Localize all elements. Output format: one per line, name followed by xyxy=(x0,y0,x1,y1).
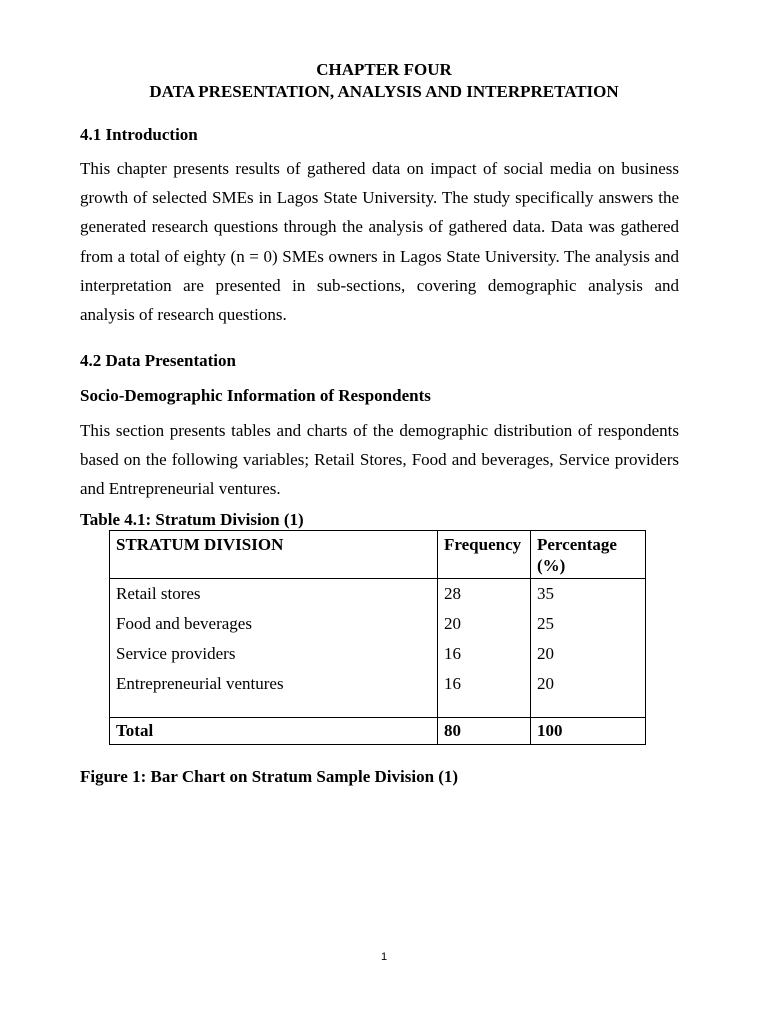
table-row xyxy=(110,611,646,641)
cell-total-label: Total xyxy=(110,718,438,745)
chapter-number: CHAPTER FOUR xyxy=(316,60,452,79)
header-percentage: Percentage (%) xyxy=(531,531,646,579)
cell-percentage: 35 xyxy=(531,579,646,612)
cell-frequency: 16 xyxy=(438,641,531,671)
cell-stratum: Service providers xyxy=(110,641,438,671)
subheading-socio-demographic: Socio-Demographic Information of Respondents xyxy=(80,386,431,405)
cell-frequency: 16 xyxy=(438,671,531,701)
table-spacer-row xyxy=(110,701,646,718)
header-frequency: Frequency xyxy=(438,531,531,579)
data-presentation-paragraph: This section presents tables and charts of the demographic distribution of respondents based on the following variables; Retail Stores, Food and beverages, Service providers and Entrepreneurial ventures. xyxy=(80,421,679,499)
table-row xyxy=(110,641,646,671)
cell-total-frequency: 80 xyxy=(438,718,531,745)
page-number: 1 xyxy=(380,951,388,963)
table-row xyxy=(110,579,646,612)
stratum-division-table xyxy=(109,530,646,745)
table-total-row xyxy=(110,718,646,745)
table-caption: Table 4.1: Stratum Division (1) xyxy=(80,510,304,529)
table-header-row xyxy=(110,531,646,579)
cell-stratum: Entrepreneurial ventures xyxy=(110,671,438,701)
figure-caption: Figure 1: Bar Chart on Stratum Sample Division (1) xyxy=(80,767,459,786)
cell-percentage: 20 xyxy=(531,641,646,671)
cell-stratum: Food and beverages xyxy=(110,611,438,641)
header-stratum-division: STRATUM DIVISION xyxy=(110,531,438,579)
cell-stratum: Retail stores xyxy=(110,579,438,612)
cell-frequency: 20 xyxy=(438,611,531,641)
cell-total-percentage: 100 xyxy=(531,718,646,745)
section-heading-introduction: 4.1 Introduction xyxy=(80,125,198,144)
cell-percentage: 20 xyxy=(531,671,646,701)
chapter-title: DATA PRESENTATION, ANALYSIS AND INTERPRETATION xyxy=(149,82,619,101)
section-heading-data-presentation: 4.2 Data Presentation xyxy=(80,351,236,370)
table-row xyxy=(110,671,646,701)
cell-percentage: 25 xyxy=(531,611,646,641)
introduction-paragraph: This chapter presents results of gathered data on impact of social media on business growth of selected SMEs in Lagos State University. The study specifically answers the generated research questions through the analysis of gathered data. Data was gathered from a total of eighty (n = 0) SMEs owners in Lagos State University. The analysis and interpretation are presented in sub-sections, covering demographic analysis and analysis of research questions. xyxy=(80,159,679,325)
cell-frequency: 28 xyxy=(438,579,531,612)
